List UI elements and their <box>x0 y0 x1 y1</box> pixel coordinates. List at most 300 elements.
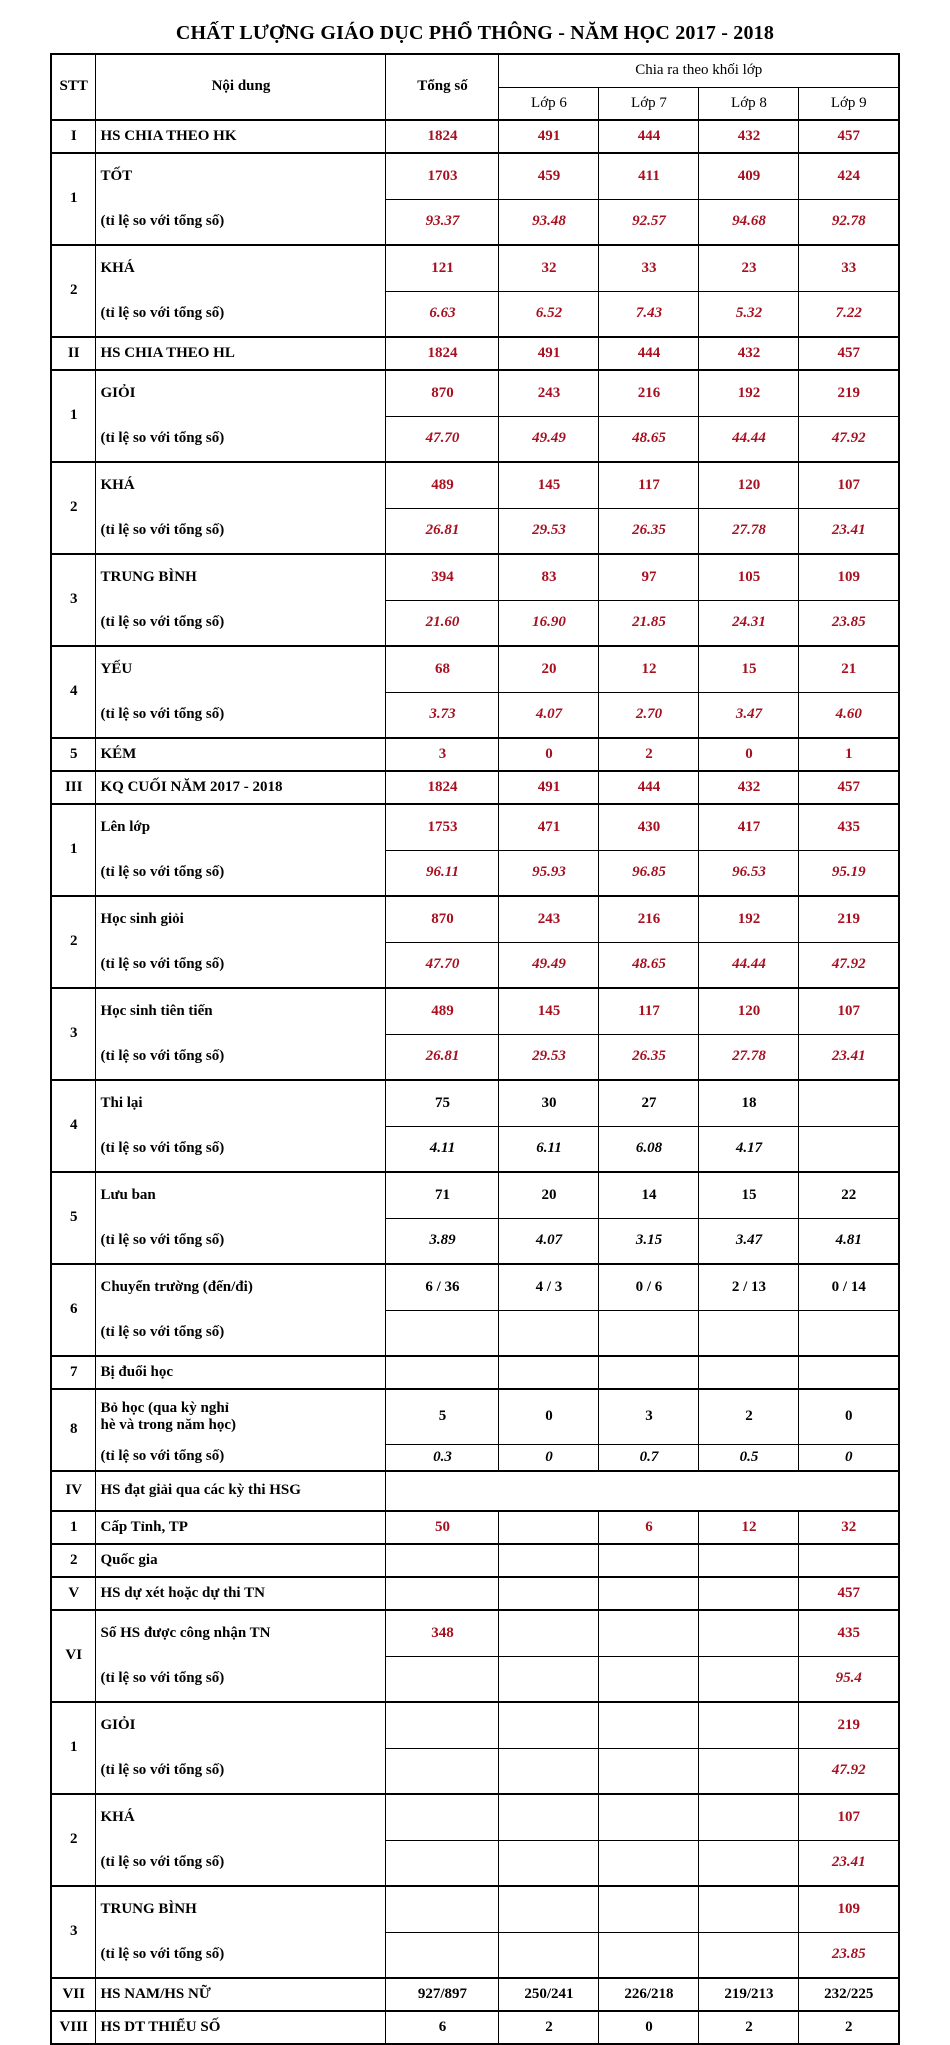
table-row <box>51 646 899 692</box>
row-ratio-label: (tỉ lệ so với tổng số) <box>96 1126 386 1172</box>
row-ratio-label: (tỉ lệ so với tổng số) <box>96 416 386 462</box>
row-value-total: 1703 <box>386 153 499 199</box>
row-value-lop-6: 491 <box>499 771 599 804</box>
row-value-lop-7: 444 <box>599 120 699 153</box>
row-ratio-lop-8: 5.32 <box>699 291 799 337</box>
table-body <box>51 120 899 2044</box>
row-value-lop-9 <box>799 1080 899 1126</box>
row-value-lop-6: 83 <box>499 554 599 600</box>
row-value-total: 5 <box>386 1389 499 1444</box>
row-ratio-total <box>386 1656 499 1702</box>
row-ratio-label: (tỉ lệ so với tổng số) <box>96 199 386 245</box>
row-value-lop-9: 1 <box>799 738 899 771</box>
row-ratio-lop-7: 48.65 <box>599 416 699 462</box>
row-ratio-total: 0.3 <box>386 1444 499 1471</box>
row-value-total: 75 <box>386 1080 499 1126</box>
row-value-lop-6 <box>499 1794 599 1840</box>
row-value-lop-7: 97 <box>599 554 699 600</box>
table-row-ratio <box>51 1748 899 1794</box>
col-header-stt: STT <box>51 54 96 120</box>
row-value-lop-8: 192 <box>699 896 799 942</box>
quality-report-table <box>50 53 900 2045</box>
row-value-lop-8 <box>699 1356 799 1389</box>
table-row <box>51 1356 899 1389</box>
table-row <box>51 771 899 804</box>
row-ratio-lop-6 <box>499 1656 599 1702</box>
row-label-cell: TRUNG BÌNH <box>96 554 386 600</box>
row-value-lop-9: 0 <box>799 1389 899 1444</box>
row-ratio-lop-8 <box>699 1840 799 1886</box>
row-value-total: 1824 <box>386 337 499 370</box>
row-ratio-lop-6 <box>499 1748 599 1794</box>
row-value-total <box>386 1577 499 1610</box>
row-label-cell: TRUNG BÌNH <box>96 1886 386 1932</box>
row-index-cell: V <box>51 1577 96 1610</box>
row-value-total: 489 <box>386 988 499 1034</box>
row-ratio-lop-6: 4.07 <box>499 1218 599 1264</box>
row-ratio-total <box>386 1748 499 1794</box>
col-header-tong-so: Tổng số <box>386 54 499 120</box>
row-value-total <box>386 1544 499 1577</box>
row-value-lop-9: 107 <box>799 988 899 1034</box>
row-index-cell: 2 <box>51 1794 96 1886</box>
table-row-ratio <box>51 1126 899 1172</box>
row-label-cell: HS CHIA THEO HK <box>96 120 386 153</box>
row-ratio-label: (tỉ lệ so với tổng số) <box>96 942 386 988</box>
row-ratio-lop-6 <box>499 1310 599 1356</box>
row-index-cell: 7 <box>51 1356 96 1389</box>
row-value-lop-6: 471 <box>499 804 599 850</box>
row-ratio-lop-9: 23.41 <box>799 1034 899 1080</box>
row-ratio-total <box>386 1840 499 1886</box>
row-value-lop-8: 12 <box>699 1511 799 1544</box>
row-index-cell: 1 <box>51 153 96 245</box>
row-value-lop-7 <box>599 1886 699 1932</box>
row-value-lop-8 <box>699 1544 799 1577</box>
col-header-noi-dung: Nội dung <box>96 54 386 120</box>
table-header <box>51 54 899 120</box>
row-value-lop-7: 430 <box>599 804 699 850</box>
row-ratio-lop-8: 96.53 <box>699 850 799 896</box>
row-value-total <box>386 1794 499 1840</box>
row-ratio-label: (tỉ lệ so với tổng số) <box>96 1932 386 1978</box>
row-ratio-total: 3.89 <box>386 1218 499 1264</box>
table-row-ratio <box>51 600 899 646</box>
row-ratio-lop-6: 6.11 <box>499 1126 599 1172</box>
row-value-lop-7: 226/218 <box>599 1978 699 2011</box>
row-ratio-lop-7 <box>599 1310 699 1356</box>
row-value-lop-9: 457 <box>799 120 899 153</box>
table-row <box>51 1172 899 1218</box>
row-ratio-lop-9 <box>799 1126 899 1172</box>
row-ratio-lop-7: 3.15 <box>599 1218 699 1264</box>
row-value-lop-7: 444 <box>599 337 699 370</box>
row-value-lop-9: 457 <box>799 337 899 370</box>
row-ratio-lop-9: 7.22 <box>799 291 899 337</box>
table-row-ratio <box>51 291 899 337</box>
row-ratio-lop-9: 4.81 <box>799 1218 899 1264</box>
row-ratio-total: 26.81 <box>386 508 499 554</box>
row-value-lop-7: 0 <box>599 2011 699 2044</box>
row-ratio-lop-8: 27.78 <box>699 508 799 554</box>
row-value-lop-6 <box>499 1544 599 1577</box>
table-row-ratio <box>51 416 899 462</box>
table-row <box>51 988 899 1034</box>
row-label-cell: Lên lớp <box>96 804 386 850</box>
row-ratio-lop-6 <box>499 1932 599 1978</box>
row-value-lop-9: 32 <box>799 1511 899 1544</box>
table-row <box>51 2011 899 2044</box>
row-ratio-label: (tỉ lệ so với tổng số) <box>96 1444 386 1471</box>
row-value-total: 927/897 <box>386 1978 499 2011</box>
row-index-cell: VII <box>51 1978 96 2011</box>
row-ratio-lop-8: 94.68 <box>699 199 799 245</box>
table-row <box>51 1886 899 1932</box>
row-ratio-label: (tỉ lệ so với tổng số) <box>96 1034 386 1080</box>
row-value-lop-6: 145 <box>499 988 599 1034</box>
table-row-ratio <box>51 1932 899 1978</box>
row-value-lop-9: 457 <box>799 1577 899 1610</box>
row-value-total: 6 <box>386 2011 499 2044</box>
row-ratio-lop-8: 44.44 <box>699 416 799 462</box>
table-row-ratio <box>51 1034 899 1080</box>
row-index-cell: 1 <box>51 370 96 462</box>
row-value-total <box>386 1356 499 1389</box>
row-value-total: 870 <box>386 370 499 416</box>
row-value-lop-6: 20 <box>499 1172 599 1218</box>
table-row <box>51 804 899 850</box>
row-value-lop-8: 2 <box>699 2011 799 2044</box>
row-label-cell: GIỎI <box>96 370 386 416</box>
row-index-cell: VI <box>51 1610 96 1702</box>
row-ratio-total: 4.11 <box>386 1126 499 1172</box>
row-label-cell: TỐT <box>96 153 386 199</box>
table-row <box>51 1577 899 1610</box>
table-row <box>51 1264 899 1310</box>
row-label-cell: Chuyển trường (đến/đi) <box>96 1264 386 1310</box>
row-ratio-lop-7: 2.70 <box>599 692 699 738</box>
row-value-lop-8: 105 <box>699 554 799 600</box>
table-row-ratio <box>51 1444 899 1471</box>
table-row-ratio <box>51 1218 899 1264</box>
row-ratio-label: (tỉ lệ so với tổng số) <box>96 508 386 554</box>
row-index-cell: 2 <box>51 1544 96 1577</box>
row-value-lop-9: 21 <box>799 646 899 692</box>
row-value-lop-8 <box>699 1577 799 1610</box>
row-index-cell: II <box>51 337 96 370</box>
row-value-lop-9: 435 <box>799 804 899 850</box>
row-value-lop-9 <box>799 1356 899 1389</box>
row-value-lop-7 <box>599 1794 699 1840</box>
row-value-lop-7: 3 <box>599 1389 699 1444</box>
row-label-cell: Thi lại <box>96 1080 386 1126</box>
row-ratio-lop-6 <box>499 1840 599 1886</box>
row-value-lop-6: 243 <box>499 370 599 416</box>
row-ratio-lop-9: 23.41 <box>799 508 899 554</box>
table-row <box>51 738 899 771</box>
row-value-lop-9: 109 <box>799 1886 899 1932</box>
row-ratio-lop-6: 16.90 <box>499 600 599 646</box>
row-value-lop-6: 4 / 3 <box>499 1264 599 1310</box>
row-ratio-lop-9: 23.85 <box>799 600 899 646</box>
row-ratio-label: (tỉ lệ so với tổng số) <box>96 291 386 337</box>
row-label-cell: KHÁ <box>96 245 386 291</box>
row-label-cell: Lưu ban <box>96 1172 386 1218</box>
row-ratio-lop-8 <box>699 1748 799 1794</box>
row-value-lop-6: 145 <box>499 462 599 508</box>
row-ratio-total: 96.11 <box>386 850 499 896</box>
row-ratio-lop-8: 27.78 <box>699 1034 799 1080</box>
table-row-ratio <box>51 850 899 896</box>
row-label-cell: KHÁ <box>96 462 386 508</box>
row-index-cell: 4 <box>51 1080 96 1172</box>
row-ratio-lop-7: 0.7 <box>599 1444 699 1471</box>
row-value-lop-9: 2 <box>799 2011 899 2044</box>
row-ratio-lop-7: 96.85 <box>599 850 699 896</box>
row-value-lop-7 <box>599 1610 699 1656</box>
row-ratio-label: (tỉ lệ so với tổng số) <box>96 1748 386 1794</box>
row-value-total <box>386 1702 499 1748</box>
row-value-lop-8: 15 <box>699 1172 799 1218</box>
row-value-total: 121 <box>386 245 499 291</box>
row-value-lop-7: 33 <box>599 245 699 291</box>
row-value-lop-6 <box>499 1356 599 1389</box>
table-row <box>51 1471 899 1511</box>
row-ratio-lop-7: 7.43 <box>599 291 699 337</box>
row-ratio-lop-8: 3.47 <box>699 692 799 738</box>
row-index-cell: 2 <box>51 245 96 337</box>
row-ratio-lop-8: 3.47 <box>699 1218 799 1264</box>
row-ratio-lop-6: 0 <box>499 1444 599 1471</box>
row-value-total: 50 <box>386 1511 499 1544</box>
row-ratio-total: 47.70 <box>386 416 499 462</box>
row-value-lop-8: 15 <box>699 646 799 692</box>
row-ratio-lop-8 <box>699 1932 799 1978</box>
row-index-cell: 1 <box>51 804 96 896</box>
table-row <box>51 1610 899 1656</box>
row-ratio-total: 93.37 <box>386 199 499 245</box>
table-row <box>51 1544 899 1577</box>
row-label-cell: HS dự xét hoặc dự thi TN <box>96 1577 386 1610</box>
row-ratio-lop-8: 4.17 <box>699 1126 799 1172</box>
row-ratio-lop-7 <box>599 1840 699 1886</box>
row-ratio-lop-8 <box>699 1310 799 1356</box>
row-value-cell <box>386 1471 899 1511</box>
row-index-cell: 6 <box>51 1264 96 1356</box>
row-ratio-lop-7: 26.35 <box>599 508 699 554</box>
row-value-lop-6 <box>499 1577 599 1610</box>
row-label-cell: Học sinh giỏi <box>96 896 386 942</box>
row-value-lop-6: 30 <box>499 1080 599 1126</box>
row-value-lop-9: 107 <box>799 1794 899 1840</box>
row-value-lop-6: 0 <box>499 738 599 771</box>
table-row <box>51 462 899 508</box>
row-value-lop-8: 409 <box>699 153 799 199</box>
row-index-cell: 3 <box>51 988 96 1080</box>
row-ratio-label: (tỉ lệ so với tổng số) <box>96 1656 386 1702</box>
row-index-cell: 3 <box>51 554 96 646</box>
table-row-ratio <box>51 692 899 738</box>
row-ratio-total: 26.81 <box>386 1034 499 1080</box>
row-ratio-total: 6.63 <box>386 291 499 337</box>
row-value-lop-6: 491 <box>499 120 599 153</box>
row-ratio-lop-9: 92.78 <box>799 199 899 245</box>
row-label-cell: HS đạt giải qua các kỳ thi HSG <box>96 1471 386 1511</box>
row-ratio-label: (tỉ lệ so với tổng số) <box>96 850 386 896</box>
table-row <box>51 153 899 199</box>
row-index-cell: 8 <box>51 1389 96 1471</box>
row-value-lop-9: 0 / 14 <box>799 1264 899 1310</box>
row-ratio-lop-7: 48.65 <box>599 942 699 988</box>
row-value-lop-6: 491 <box>499 337 599 370</box>
row-value-lop-8 <box>699 1610 799 1656</box>
row-value-lop-8: 192 <box>699 370 799 416</box>
row-ratio-lop-9: 4.60 <box>799 692 899 738</box>
col-header-lop-7: Lớp 7 <box>599 87 699 120</box>
row-value-lop-6: 2 <box>499 2011 599 2044</box>
row-label-cell: Bị đuổi học <box>96 1356 386 1389</box>
row-value-lop-7: 117 <box>599 462 699 508</box>
row-ratio-lop-7: 92.57 <box>599 199 699 245</box>
row-ratio-lop-7: 21.85 <box>599 600 699 646</box>
row-ratio-lop-8: 44.44 <box>699 942 799 988</box>
row-value-lop-8: 417 <box>699 804 799 850</box>
row-value-total: 348 <box>386 1610 499 1656</box>
row-label-cell: KÉM <box>96 738 386 771</box>
row-value-lop-8 <box>699 1794 799 1840</box>
row-ratio-lop-9: 47.92 <box>799 1748 899 1794</box>
row-index-cell: 2 <box>51 896 96 988</box>
row-label-cell: HS DT THIỂU SỐ <box>96 2011 386 2044</box>
table-row <box>51 1794 899 1840</box>
row-ratio-label: (tỉ lệ so với tổng số) <box>96 1310 386 1356</box>
row-label-cell: GIỎI <box>96 1702 386 1748</box>
col-header-lop-9: Lớp 9 <box>799 87 899 120</box>
table-row <box>51 1389 899 1444</box>
row-value-lop-7 <box>599 1702 699 1748</box>
row-label-cell: Bỏ học (qua kỳ nghỉ hè và trong năm học) <box>96 1389 386 1444</box>
row-label-cell: Học sinh tiên tiến <box>96 988 386 1034</box>
table-row <box>51 1511 899 1544</box>
row-ratio-lop-6: 49.49 <box>499 416 599 462</box>
row-ratio-lop-7 <box>599 1932 699 1978</box>
row-value-lop-9: 232/225 <box>799 1978 899 2011</box>
row-index-cell: 3 <box>51 1886 96 1978</box>
row-ratio-lop-7 <box>599 1748 699 1794</box>
row-value-lop-8: 219/213 <box>699 1978 799 2011</box>
table-row-ratio <box>51 1310 899 1356</box>
row-index-cell: VIII <box>51 2011 96 2044</box>
row-value-total <box>386 1886 499 1932</box>
row-label-cell: KHÁ <box>96 1794 386 1840</box>
row-value-lop-6: 32 <box>499 245 599 291</box>
row-label-cell: YẾU <box>96 646 386 692</box>
row-index-cell: 1 <box>51 1702 96 1794</box>
row-label-cell: Quốc gia <box>96 1544 386 1577</box>
row-value-lop-8: 120 <box>699 462 799 508</box>
row-value-lop-7: 117 <box>599 988 699 1034</box>
row-value-lop-6 <box>499 1511 599 1544</box>
row-ratio-total <box>386 1932 499 1978</box>
row-label-cell: KQ CUỐI NĂM 2017 - 2018 <box>96 771 386 804</box>
row-value-lop-7: 216 <box>599 896 699 942</box>
row-label-cell: Số HS được công nhận TN <box>96 1610 386 1656</box>
row-index-cell: IV <box>51 1471 96 1511</box>
row-value-lop-8: 432 <box>699 337 799 370</box>
row-value-total: 71 <box>386 1172 499 1218</box>
row-value-lop-9: 435 <box>799 1610 899 1656</box>
row-value-lop-8 <box>699 1886 799 1932</box>
row-value-total: 6 / 36 <box>386 1264 499 1310</box>
row-ratio-lop-6: 95.93 <box>499 850 599 896</box>
table-row <box>51 1080 899 1126</box>
row-ratio-lop-7: 6.08 <box>599 1126 699 1172</box>
row-value-lop-6: 20 <box>499 646 599 692</box>
row-value-lop-7: 444 <box>599 771 699 804</box>
row-index-cell: 4 <box>51 646 96 738</box>
row-ratio-lop-6: 6.52 <box>499 291 599 337</box>
row-value-lop-6: 0 <box>499 1389 599 1444</box>
row-value-lop-7: 411 <box>599 153 699 199</box>
table-row <box>51 1978 899 2011</box>
row-ratio-lop-9: 47.92 <box>799 416 899 462</box>
row-label-cell: HS NAM/HS NỮ <box>96 1978 386 2011</box>
row-ratio-label: (tỉ lệ so với tổng số) <box>96 1840 386 1886</box>
row-value-total: 3 <box>386 738 499 771</box>
row-ratio-label: (tỉ lệ so với tổng số) <box>96 692 386 738</box>
table-row <box>51 245 899 291</box>
row-index-cell: 2 <box>51 462 96 554</box>
row-ratio-lop-9: 95.4 <box>799 1656 899 1702</box>
row-value-lop-8: 0 <box>699 738 799 771</box>
row-ratio-lop-8: 24.31 <box>699 600 799 646</box>
table-row-ratio <box>51 1656 899 1702</box>
row-index-cell: III <box>51 771 96 804</box>
row-value-lop-8: 120 <box>699 988 799 1034</box>
row-value-lop-7 <box>599 1544 699 1577</box>
row-value-lop-6 <box>499 1702 599 1748</box>
row-ratio-lop-6: 29.53 <box>499 1034 599 1080</box>
row-value-lop-8 <box>699 1702 799 1748</box>
row-value-lop-9: 219 <box>799 1702 899 1748</box>
row-ratio-total <box>386 1310 499 1356</box>
row-ratio-lop-7 <box>599 1656 699 1702</box>
row-value-lop-7: 0 / 6 <box>599 1264 699 1310</box>
table-row <box>51 337 899 370</box>
row-value-total: 489 <box>386 462 499 508</box>
row-value-total: 870 <box>386 896 499 942</box>
row-value-lop-6 <box>499 1886 599 1932</box>
row-value-lop-7: 12 <box>599 646 699 692</box>
row-ratio-lop-9: 95.19 <box>799 850 899 896</box>
table-row <box>51 896 899 942</box>
row-value-lop-7: 14 <box>599 1172 699 1218</box>
row-value-lop-8: 2 <box>699 1389 799 1444</box>
row-value-total: 1824 <box>386 771 499 804</box>
table-row <box>51 554 899 600</box>
row-value-lop-6: 459 <box>499 153 599 199</box>
row-value-lop-9: 22 <box>799 1172 899 1218</box>
row-ratio-lop-6: 4.07 <box>499 692 599 738</box>
row-ratio-label: (tỉ lệ so với tổng số) <box>96 1218 386 1264</box>
table-row <box>51 120 899 153</box>
row-ratio-lop-8: 0.5 <box>699 1444 799 1471</box>
row-value-lop-8: 18 <box>699 1080 799 1126</box>
row-value-total: 1753 <box>386 804 499 850</box>
row-value-total: 68 <box>386 646 499 692</box>
row-ratio-total: 47.70 <box>386 942 499 988</box>
row-ratio-total: 3.73 <box>386 692 499 738</box>
